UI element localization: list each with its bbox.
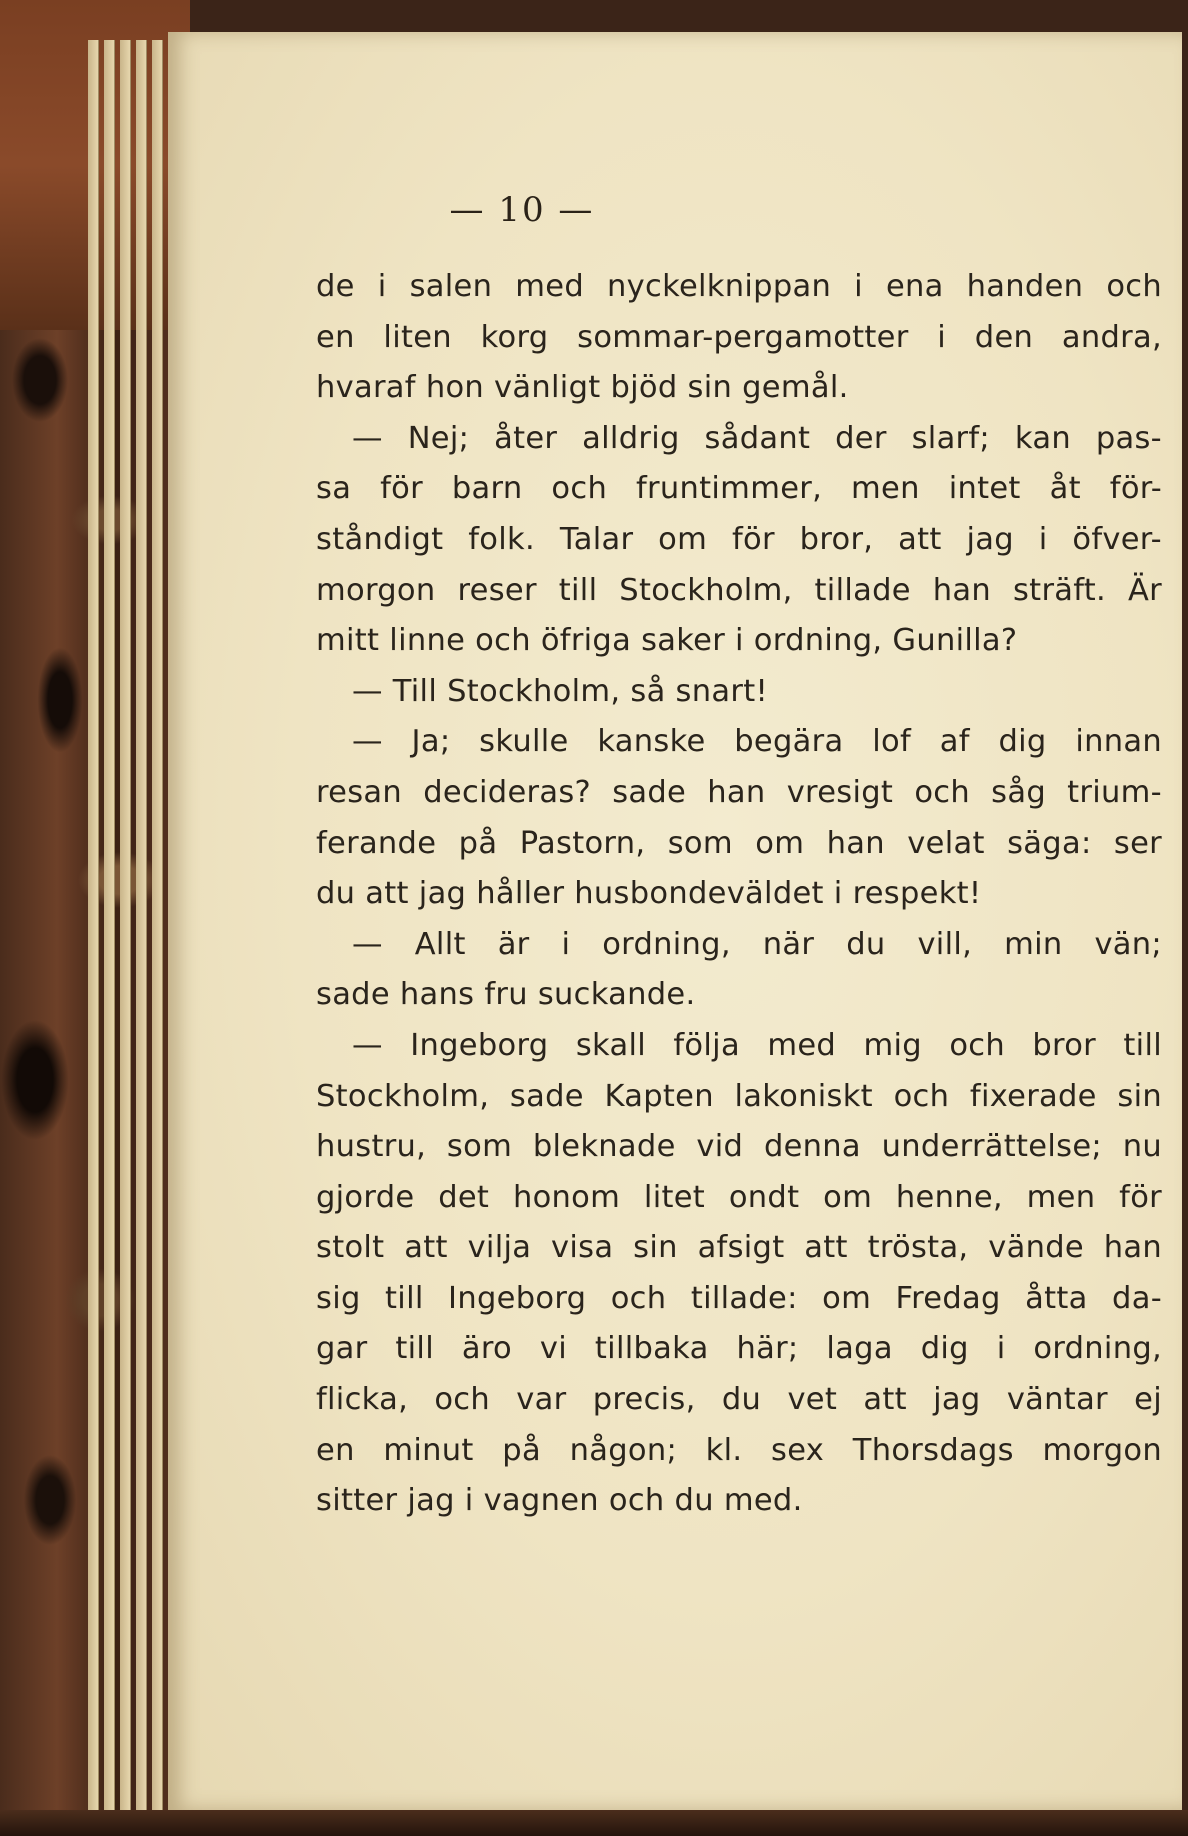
text-line: mitt linne och öfriga saker i ordning, Gunilla?: [316, 623, 1018, 659]
page-edge: [104, 40, 115, 1810]
page-edge: [120, 40, 131, 1810]
text-line: resan decideras? sade han vresigt och såg trium-: [316, 774, 1162, 810]
text-line: — Nej; åter alldrig sådant der slarf; kan pas-: [352, 420, 1162, 456]
text-line: sade hans fru suckande.: [316, 977, 696, 1013]
text-line: gar till äro vi tillbaka här; laga dig i ordning,: [316, 1331, 1162, 1367]
text-line: — Ingeborg skall följa med mig och bror till: [352, 1027, 1162, 1063]
text-line: ferande på Pastorn, som om han velat säga: ser: [316, 825, 1162, 861]
text-line: hvaraf hon vänligt bjöd sin gemål.: [316, 370, 849, 406]
text-line: flicka, och var precis, du vet att jag väntar ej: [316, 1382, 1162, 1418]
page-edge: [88, 40, 99, 1810]
text-line: gjorde det honom litet ondt om henne, men för: [316, 1179, 1162, 1215]
text-line: hustru, som bleknade vid denna underrättelse; nu: [316, 1129, 1162, 1165]
cover-bottom: [0, 1810, 1188, 1836]
text-line: morgon reser till Stockholm, tillade han sträft. Är: [316, 572, 1162, 608]
text-line: sig till Ingeborg och tillade: om Fredag åtta da-: [316, 1280, 1162, 1316]
text-line: stolt att vilja visa sin afsigt att trösta, vände han: [316, 1230, 1162, 1266]
text-line: — Allt är i ordning, när du vill, min vän;: [352, 926, 1162, 962]
text-line: Stockholm, sade Kapten lakoniskt och fixerade sin: [316, 1078, 1162, 1114]
text-line: sitter jag i vagnen och du med.: [316, 1483, 803, 1519]
text-line: du att jag håller husbondeväldet i respekt!: [316, 876, 982, 912]
text-line: ståndigt folk. Talar om för bror, att jag i öfver-: [316, 521, 1162, 557]
text-line: sa för barn och fruntimmer, men intet åt för-: [316, 471, 1162, 507]
text-line: — Till Stockholm, så snart!: [352, 673, 768, 709]
text-line: en liten korg sommar-pergamotter i den andra,: [316, 319, 1162, 355]
text-line: en minut på någon; kl. sex Thorsdags morgon: [316, 1432, 1162, 1468]
page-edge: [152, 40, 163, 1810]
text-line: de i salen med nyckelknippan i ena handen och: [316, 269, 1162, 304]
text-line: — Ja; skulle kanske begära lof af dig innan: [352, 724, 1162, 760]
page-edge: [136, 40, 147, 1810]
page-number: — 10 —: [449, 190, 595, 230]
body-text: [316, 262, 1162, 1527]
